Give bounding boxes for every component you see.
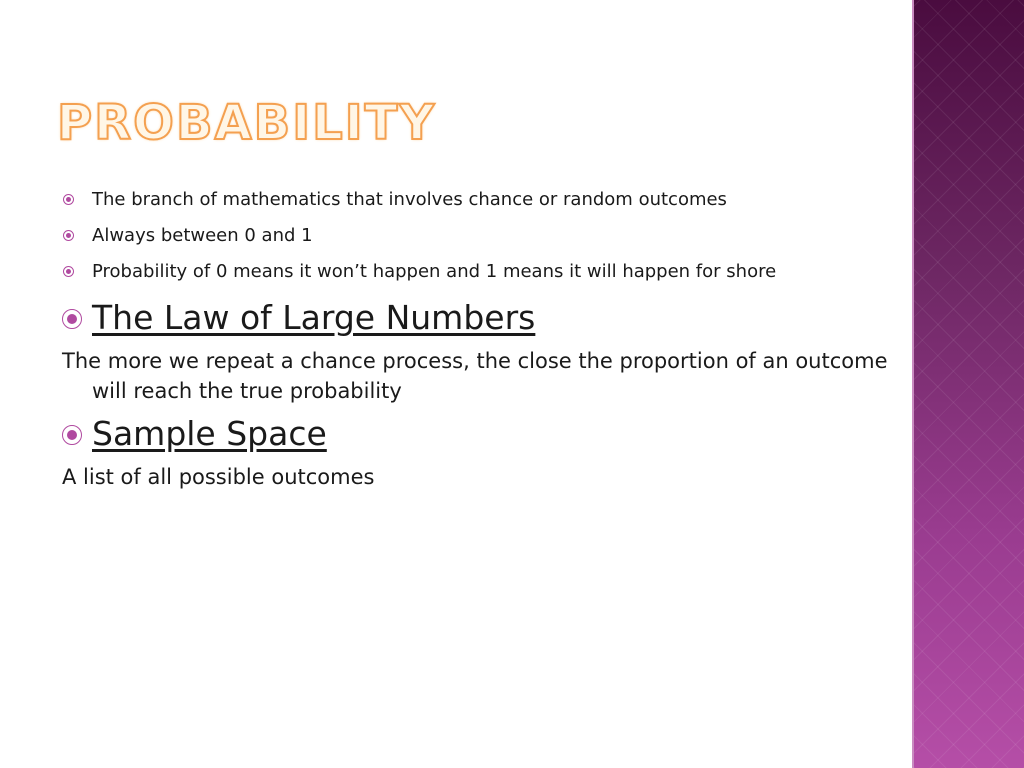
- bullet-item: [62, 218, 902, 254]
- slide-content: [62, 182, 902, 496]
- circle-dot-bullet-icon: [63, 230, 74, 241]
- circle-dot-bullet-icon: [62, 309, 82, 329]
- section-heading-sample-space: [62, 414, 902, 454]
- section-heading-text: Sample Space: [92, 414, 327, 453]
- bullet-item: [62, 182, 902, 218]
- bullet-text: Always between 0 and 1: [92, 225, 313, 246]
- bullet-text: Probability of 0 means it won’t happen and 1 means it will happen for shore: [92, 261, 777, 282]
- section-heading-law-of-large-numbers: [62, 298, 902, 338]
- bullet-item: [62, 254, 902, 290]
- slide-title: PROBABILITY: [57, 95, 437, 151]
- decorative-side-band: [912, 0, 1024, 768]
- section-heading-text: The Law of Large Numbers: [92, 298, 536, 337]
- section-description: A list of all possible outcomes: [62, 465, 375, 489]
- section-description: The more we repeat a chance process, the close the proportion of an outcome will reach the true probability: [62, 349, 888, 403]
- circle-dot-bullet-icon: [63, 194, 74, 205]
- bullet-text: The branch of mathematics that involves chance or random outcomes: [92, 189, 727, 210]
- circle-dot-bullet-icon: [63, 266, 74, 277]
- circle-dot-bullet-icon: [62, 425, 82, 445]
